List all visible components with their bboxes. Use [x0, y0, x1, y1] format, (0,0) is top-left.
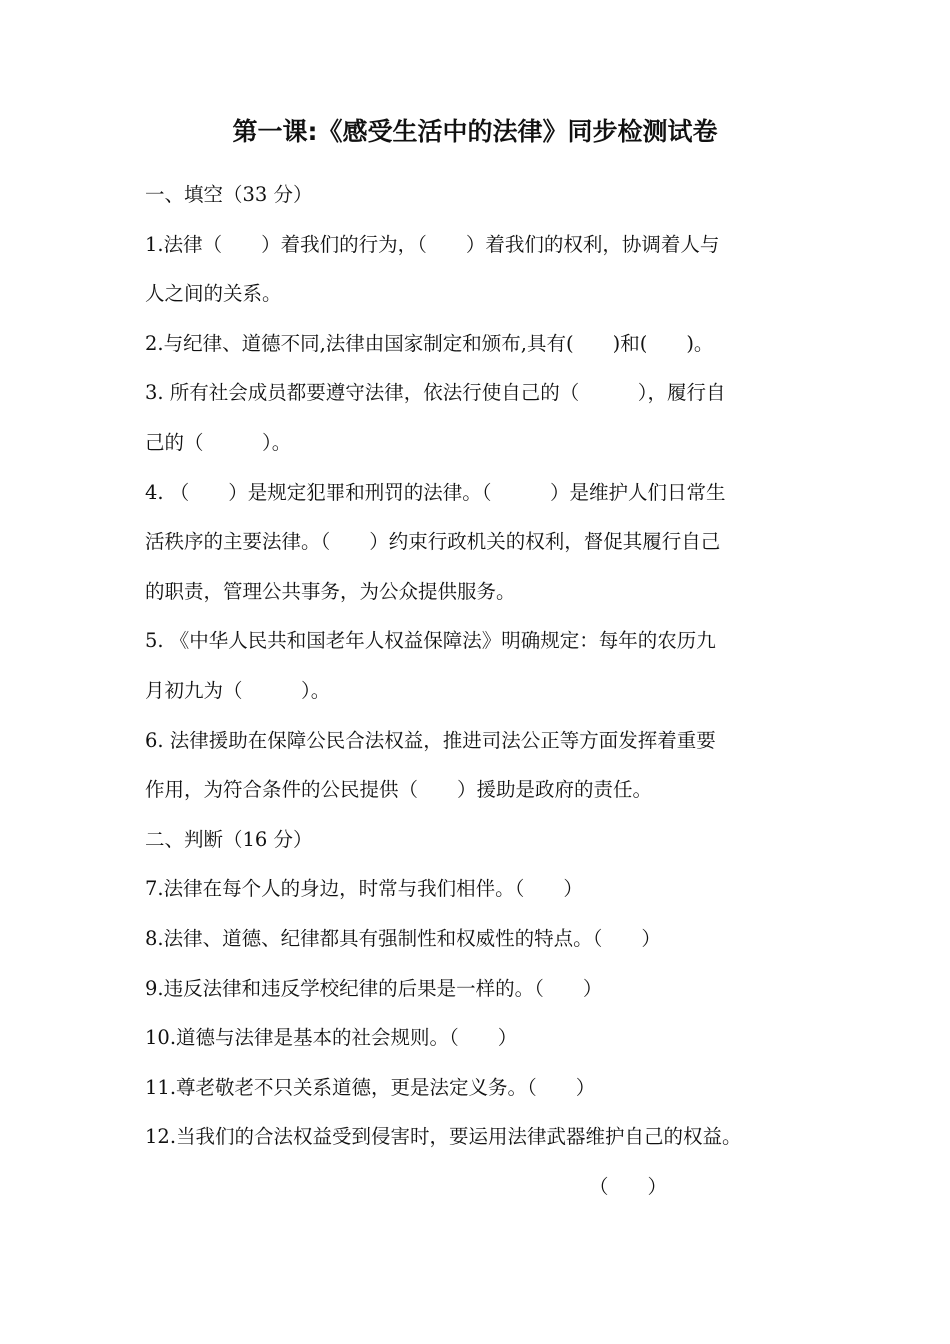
section-heading-fill-blank: 一、填空（33 分） [145, 183, 313, 206]
question-6-line-2: 作用，为符合条件的公民提供（ ）援助是政府的责任。 [145, 778, 653, 802]
exam-content [145, 170, 810, 1211]
question-8: 8.法律、道德、纪律都具有强制性和权威性的特点。（ ） [145, 926, 661, 950]
question-6-line-1: 6. 法律援助在保障公民合法权益，推进司法公正等方面发挥着重要 [145, 728, 716, 752]
question-1-line-1: 1.法律（ ）着我们的行为，（ ）着我们的权利，协调着人与 [145, 232, 720, 256]
section-heading-true-false: 二、判断（16 分） [145, 827, 313, 851]
question-12: 12.当我们的合法权益受到侵害时，要运用法律武器维护自己的权益。 [145, 1125, 742, 1149]
question-4-line-2: 活秩序的主要法律。（ ）约束行政机关的权利，督促其履行自己 [145, 530, 721, 554]
question-7: 7.法律在每个人的身边，时常与我们相伴。（ ） [145, 877, 583, 901]
question-10: 10.道德与法律是基本的社会规则。（ ） [145, 1026, 518, 1050]
question-3-line-1: 3. 所有社会成员都要遵守法律，依法行使自己的（ ），履行自 [145, 381, 726, 405]
question-5-line-2: 月初九为（ ）。 [145, 678, 331, 702]
question-11: 11.尊老敬老不只关系道德，更是法定义务。（ ） [145, 1075, 596, 1099]
question-2: 2.与纪律、道德不同,法律由国家制定和颁布,具有( )和( )。 [145, 331, 714, 355]
exam-title: 第一课:《感受生活中的法律》同步检测试卷 [232, 117, 718, 146]
question-1-line-2: 人之间的关系。 [145, 282, 282, 306]
question-12-answer-parentheses: （ ） [589, 1174, 668, 1198]
question-5-line-1: 5. 《中华人民共和国老年人权益保障法》明确规定：每年的农历九 [145, 629, 716, 653]
question-4-line-3: 的职责，管理公共事务，为公众提供服务。 [145, 579, 516, 603]
question-9: 9.违反法律和违反学校纪律的后果是一样的。（ ） [145, 976, 603, 1000]
question-4-line-1: 4. （ ）是规定犯罪和刑罚的法律。（ ）是维护人们日常生 [145, 480, 726, 504]
question-3-line-2: 己的（ ）。 [145, 430, 292, 454]
